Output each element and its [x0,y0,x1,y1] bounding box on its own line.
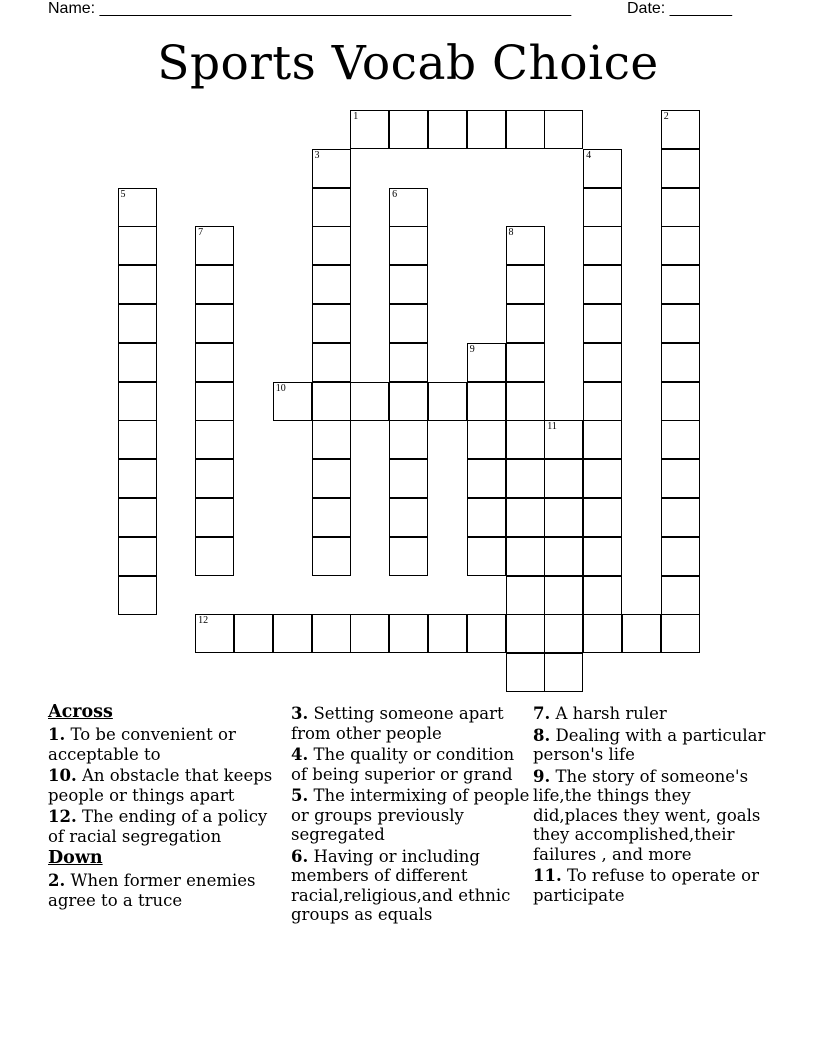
clue-down-9: 9. The story of someone's life,the things they did,places they went, goals they accomplished,their failures , and more [533,766,761,864]
grid-cell[interactable] [118,188,157,227]
grid-cell[interactable] [544,653,583,692]
grid-cell[interactable] [661,226,700,265]
grid-cell[interactable] [583,614,622,653]
grid-cell[interactable] [622,614,661,653]
clue-down-7: 7. A harsh ruler [533,704,667,723]
grid-cell[interactable] [118,459,157,498]
grid-cell[interactable] [312,614,351,653]
grid-cell[interactable] [195,304,234,343]
grid-cell[interactable] [661,420,700,459]
grid-cell[interactable] [389,343,428,382]
clue-number: 12 [198,615,209,627]
grid-cell[interactable] [506,382,545,421]
grid-cell[interactable] [506,304,545,343]
grid-cell[interactable] [389,382,428,421]
grid-cell[interactable] [661,614,700,653]
grid-cell[interactable] [118,537,157,576]
grid-cell[interactable] [350,382,389,421]
grid-cell[interactable] [195,459,234,498]
clue-number: 10 [275,382,286,394]
clue-across-1: 1. To be convenient or acceptable to [48,725,236,764]
grid-cell[interactable] [661,304,700,343]
grid-cell[interactable] [583,265,622,304]
grid-cell[interactable] [428,382,467,421]
grid-cell[interactable] [350,614,389,653]
clue-number: 6 [392,188,398,200]
grid-cell[interactable] [195,498,234,537]
grid-cell[interactable] [506,498,545,537]
grid-cell[interactable] [583,304,622,343]
grid-cell[interactable] [312,537,351,576]
grid-cell[interactable] [583,576,622,615]
grid-cell[interactable] [118,265,157,304]
grid-cell[interactable] [195,537,234,576]
grid-cell[interactable] [506,265,545,304]
grid-cell[interactable] [118,382,157,421]
clue-number: 5 [120,188,126,200]
grid-cell[interactable] [389,498,428,537]
grid-cell[interactable] [312,382,351,421]
grid-cell[interactable] [195,420,234,459]
grid-cell[interactable] [506,459,545,498]
clues-column-1 [48,702,288,912]
grid-cell[interactable] [506,537,545,576]
grid-cell[interactable] [661,576,700,615]
grid-cell[interactable] [583,537,622,576]
grid-cell[interactable] [428,614,467,653]
grid-cell[interactable] [544,614,583,653]
grid-cell[interactable] [467,382,506,421]
grid-cell[interactable] [118,420,157,459]
grid-cell[interactable] [661,265,700,304]
clue-across-12: 12. The ending of a policy of racial segregation [48,807,268,846]
grid-cell[interactable] [389,188,428,227]
grid-cell[interactable] [661,459,700,498]
clue-down-6: 6. Having or including members of different racial,religious,and ethnic groups as equals [291,846,511,924]
grid-cell[interactable] [661,149,700,188]
grid-cell[interactable] [195,614,234,653]
clues-column-2 [291,704,531,927]
grid-cell[interactable] [350,110,389,149]
clue-number: 8 [508,227,514,239]
grid-cell[interactable] [544,459,583,498]
grid-cell[interactable] [389,304,428,343]
clue-number: 3 [314,149,320,161]
grid-cell[interactable] [661,382,700,421]
grid-cell[interactable] [583,149,622,188]
grid-cell[interactable] [661,188,700,227]
clue-number: 7 [198,227,204,239]
grid-cell[interactable] [428,110,467,149]
grid-cell[interactable] [583,498,622,537]
across-heading: Across [48,702,113,722]
name-field-label: Name: _____________________________________________________ [48,0,572,17]
page-title: Sports Vocab Choice [157,36,659,91]
grid-cell[interactable] [544,498,583,537]
grid-cell[interactable] [312,304,351,343]
grid-cell[interactable] [467,537,506,576]
clue-down-3: 3. Setting someone apart from other people [291,704,504,743]
grid-cell[interactable] [506,343,545,382]
grid-cell[interactable] [583,459,622,498]
grid-cell[interactable] [583,420,622,459]
grid-cell[interactable] [195,226,234,265]
clue-number: 11 [547,421,557,433]
grid-cell[interactable] [389,110,428,149]
grid-cell[interactable] [234,614,273,653]
clue-number: 9 [469,343,475,355]
clue-number: 1 [353,111,359,122]
grid-cell[interactable] [118,226,157,265]
grid-cell[interactable] [506,653,545,692]
grid-cell[interactable] [312,265,351,304]
grid-cell[interactable] [583,188,622,227]
grid-cell[interactable] [661,110,700,149]
grid-cell[interactable] [312,459,351,498]
clues-column-3 [533,704,773,907]
grid-cell[interactable] [195,343,234,382]
grid-cell[interactable] [467,110,506,149]
grid-cell[interactable] [312,343,351,382]
grid-cell[interactable] [467,420,506,459]
clue-down-4: 4. The quality or condition of being superior or grand [291,745,515,784]
grid-cell[interactable] [544,576,583,615]
grid-cell[interactable] [467,498,506,537]
clue-down-5: 5. The intermixing of people or groups previously segregated [291,786,530,844]
clue-across-10: 10. An obstacle that keeps people or things apart [48,766,273,805]
grid-cell[interactable] [312,188,351,227]
grid-cell[interactable] [273,382,312,421]
grid-cell[interactable] [661,343,700,382]
clue-number: 4 [586,149,592,161]
grid-cell[interactable] [583,343,622,382]
grid-cell[interactable] [195,382,234,421]
grid-cell[interactable] [544,110,583,149]
grid-cell[interactable] [583,382,622,421]
grid-cell[interactable] [389,420,428,459]
date-field-label: Date: _______ [627,0,732,17]
grid-cell[interactable] [506,576,545,615]
grid-cell[interactable] [389,459,428,498]
grid-cell[interactable] [312,420,351,459]
grid-cell[interactable] [544,420,583,459]
down-heading: Down [48,848,103,868]
grid-cell[interactable] [506,420,545,459]
grid-cell[interactable] [506,614,545,653]
grid-cell[interactable] [312,149,351,188]
grid-cell[interactable] [389,265,428,304]
clue-down-2: 2. When former enemies agree to a truce [48,871,256,910]
grid-cell[interactable] [506,226,545,265]
grid-cell[interactable] [583,226,622,265]
grid-cell[interactable] [389,226,428,265]
grid-cell[interactable] [389,614,428,653]
grid-cell[interactable] [118,304,157,343]
grid-cell[interactable] [467,459,506,498]
grid-cell[interactable] [506,110,545,149]
grid-cell[interactable] [118,343,157,382]
grid-cell[interactable] [544,537,583,576]
grid-cell[interactable] [467,614,506,653]
clue-down-11: 11. To refuse to operate or participate [533,866,759,905]
grid-cell[interactable] [389,537,428,576]
grid-cell[interactable] [661,498,700,537]
grid-cell[interactable] [118,576,157,615]
grid-cell[interactable] [195,265,234,304]
grid-cell[interactable] [273,614,312,653]
clue-down-8: 8. Dealing with a particular person's life [533,725,766,764]
grid-cell[interactable] [661,537,700,576]
grid-cell[interactable] [312,498,351,537]
grid-cell[interactable] [312,226,351,265]
grid-cell[interactable] [118,498,157,537]
clue-number: 2 [663,111,669,122]
grid-cell[interactable] [467,343,506,382]
